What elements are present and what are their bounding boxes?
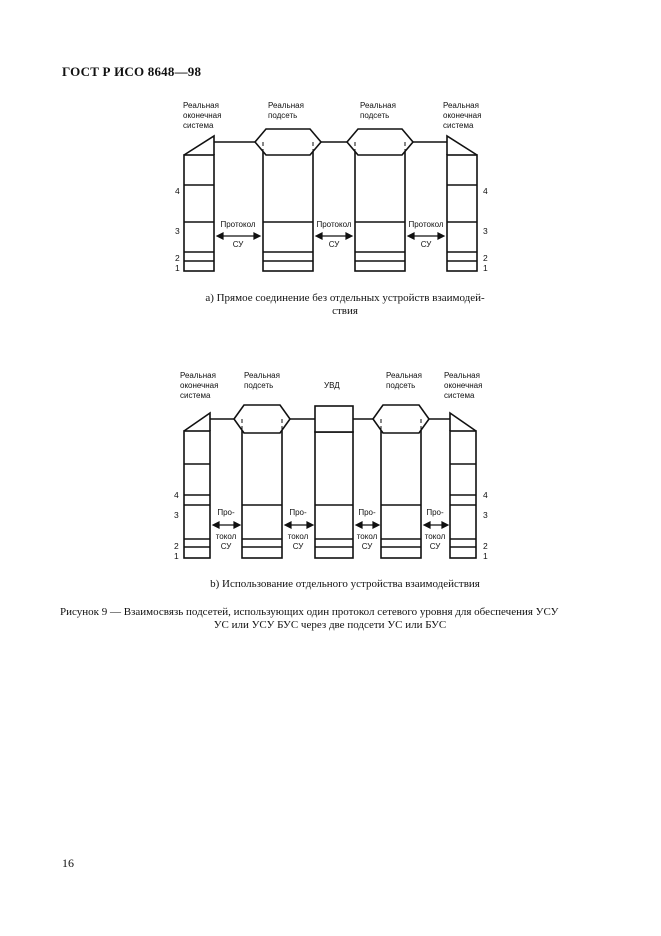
protocol-label: СУ: [220, 542, 232, 551]
caption-a-line2: ствия: [332, 305, 358, 317]
end-system-left-label: оконечная: [180, 381, 219, 390]
level-label-4: 4: [483, 490, 488, 500]
protocol-label: СУ: [429, 542, 441, 551]
level-label-2: 2: [174, 541, 179, 551]
subnet-1-label: подсеть: [268, 111, 298, 120]
protocol-label: СУ: [292, 542, 304, 551]
level-label-2: 2: [483, 253, 488, 263]
level-label-1: 1: [175, 263, 180, 273]
figure-caption: [60, 606, 600, 632]
page-number: 16: [62, 856, 74, 870]
figure-caption-line1: Рисунок 9 — Взаимосвязь подсетей, использующих один протокол сетевого уровня для обеспечения УСУ: [60, 606, 559, 618]
end-system-right-label: оконечная: [443, 111, 482, 120]
subnet-2-stack: [381, 419, 421, 558]
protocol-label: Про-: [217, 508, 235, 517]
end-system-left-label: Реальная: [183, 101, 219, 110]
level-label-2: 2: [483, 541, 488, 551]
figure-caption-line2: УС или УСУ БУС через две подсети УС или БУС: [213, 619, 447, 631]
end-system-left-label: система: [183, 121, 214, 130]
level-label-3: 3: [175, 226, 180, 236]
end-system-right-label: система: [444, 391, 475, 400]
end-system-right-label: оконечная: [444, 381, 483, 390]
level-label-1: 1: [483, 263, 488, 273]
protocol-label: токол: [424, 532, 446, 541]
end-system-right-label: Реальная: [443, 101, 479, 110]
level-label-2: 2: [175, 253, 180, 263]
protocol-label: Про-: [358, 508, 376, 517]
level-label-4: 4: [175, 186, 180, 196]
level-label-3: 3: [483, 510, 488, 520]
protocol-label: СУ: [420, 240, 432, 249]
level-label-3: 3: [174, 510, 179, 520]
subnet-1-stack: [242, 419, 282, 558]
subnet-1-label: Реальная: [244, 371, 280, 380]
level-label-4: 4: [483, 186, 488, 196]
protocol-label: СУ: [328, 240, 340, 249]
protocol-label: токол: [356, 532, 378, 541]
subnet-2-label: подсеть: [386, 381, 416, 390]
protocol-label: Протокол: [316, 220, 352, 229]
caption-a-line1: а) Прямое соединение без отдельных устройств взаимодей-: [205, 292, 485, 304]
caption-b: b) Использование отдельного устройства взаимодействия: [210, 578, 480, 590]
level-label-1: 1: [174, 551, 179, 561]
protocol-label: Протокол: [220, 220, 256, 229]
document-header: ГОСТ Р ИСО 8648—98: [62, 64, 202, 79]
iwu-label: УВД: [324, 381, 340, 390]
protocol-label: Протокол: [408, 220, 444, 229]
end-system-left-label: Реальная: [180, 371, 216, 380]
end-system-right-label: Реальная: [444, 371, 480, 380]
iwu-box: [315, 406, 353, 432]
subnet-1-label: Реальная: [268, 101, 304, 110]
protocol-label: токол: [215, 532, 237, 541]
level-label-3: 3: [483, 226, 488, 236]
protocol-label: Про-: [289, 508, 307, 517]
end-system-right-label: система: [443, 121, 474, 130]
protocol-label: Про-: [426, 508, 444, 517]
end-system-left-label: система: [180, 391, 211, 400]
subnet-2-label: Реальная: [386, 371, 422, 380]
protocol-label: СУ: [361, 542, 373, 551]
end-system-left-label: оконечная: [183, 111, 222, 120]
subnet-1-label: подсеть: [244, 381, 274, 390]
subnet-2-label: Реальная: [360, 101, 396, 110]
level-label-4: 4: [174, 490, 179, 500]
protocol-label: СУ: [232, 240, 244, 249]
level-label-1: 1: [483, 551, 488, 561]
protocol-label: токол: [287, 532, 309, 541]
subnet-2-label: подсеть: [360, 111, 390, 120]
